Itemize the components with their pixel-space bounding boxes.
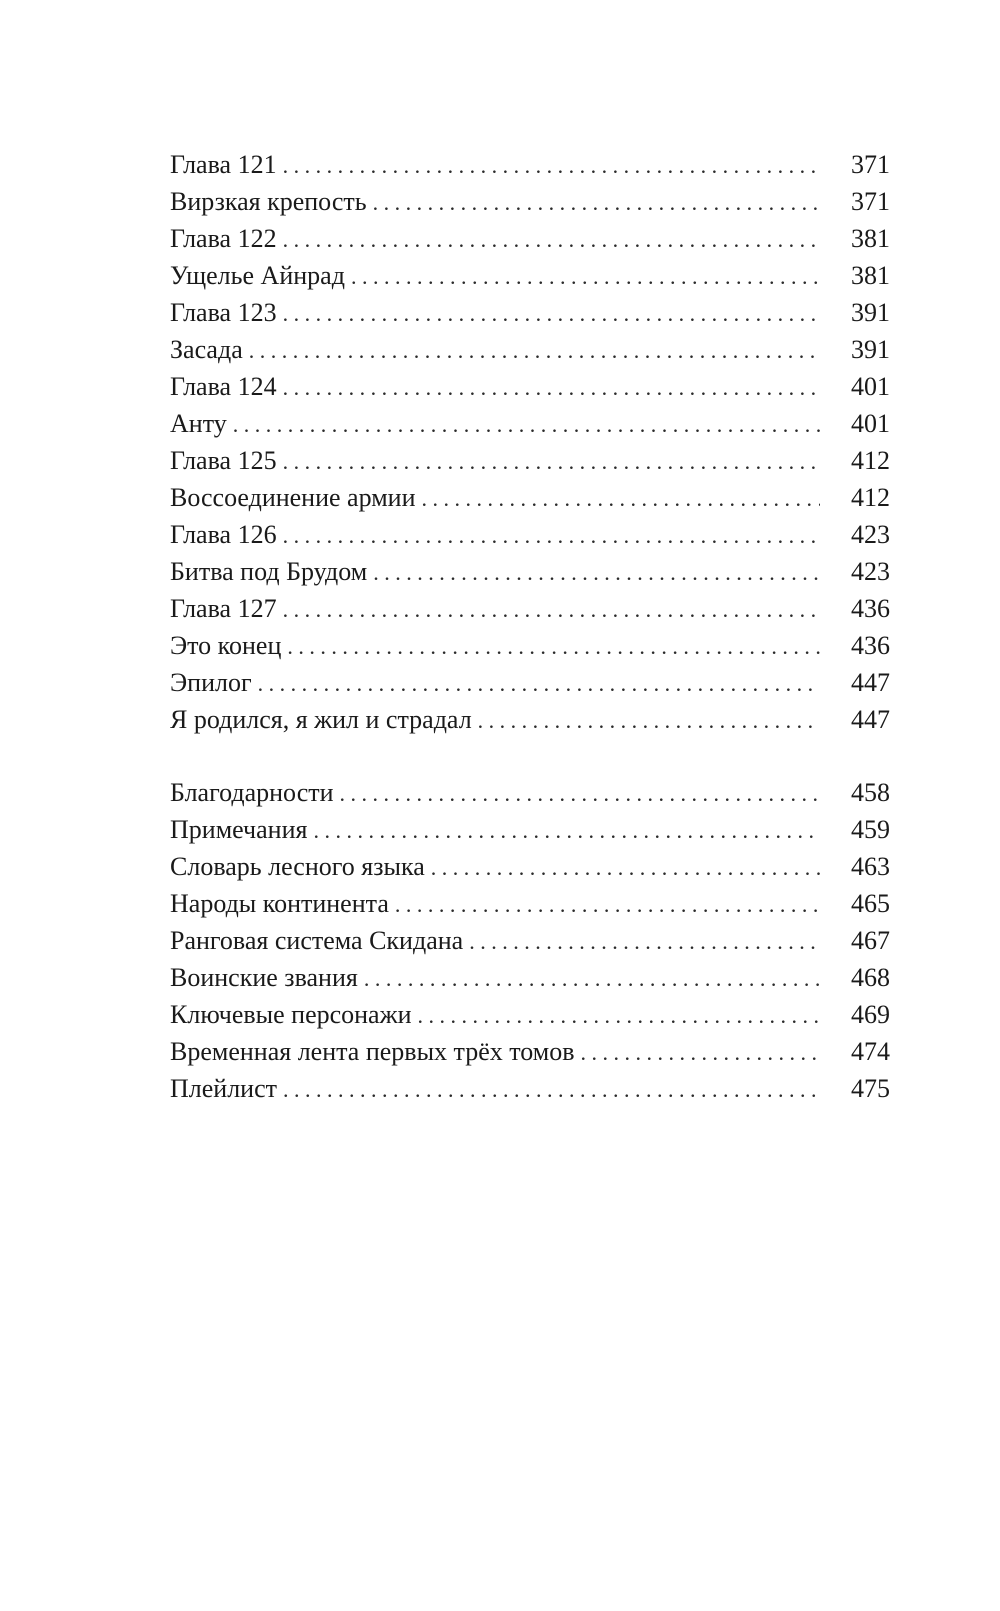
toc-entry[interactable] [170,774,890,811]
toc-entry[interactable] [170,590,890,627]
toc-entry[interactable] [170,294,890,331]
toc-entry-page: 447 [851,705,890,734]
toc-entry[interactable] [170,811,890,848]
toc-entry[interactable] [170,627,890,664]
toc-chapters-list [170,146,890,738]
toc-dot-leader [417,997,820,1034]
toc-entry-page: 391 [851,298,890,327]
toc-dot-leader [364,960,820,997]
toc-entry-page: 447 [851,668,890,697]
toc-entry[interactable] [170,664,890,701]
toc-dot-leader [283,591,820,628]
toc-entry-page: 465 [851,889,890,918]
toc-entry[interactable] [170,922,890,959]
toc-dot-leader [373,184,820,221]
toc-dot-leader [258,665,820,702]
toc-entry-title: Глава 124 [170,372,277,401]
toc-entry[interactable] [170,996,890,1033]
toc-entry-page: 381 [851,261,890,290]
toc-dot-leader [283,295,820,332]
toc-entry-page: 458 [851,778,890,807]
toc-entry-page: 371 [851,187,890,216]
toc-entry[interactable] [170,331,890,368]
toc-entry[interactable] [170,1070,890,1107]
toc-entry[interactable] [170,405,890,442]
toc-dot-leader [373,554,820,591]
toc-entry-title: Засада [170,335,243,364]
toc-entry-page: 412 [851,446,890,475]
toc-entry[interactable] [170,368,890,405]
toc-dot-leader [283,1071,820,1108]
toc-entry-title: Словарь лесного языка [170,852,425,881]
toc-dot-leader [431,849,820,886]
toc-dot-leader [313,812,820,849]
toc-dot-leader [283,443,820,480]
toc-entry-page: 412 [851,483,890,512]
toc-entry-title: Глава 127 [170,594,277,623]
toc-entry-page: 436 [851,594,890,623]
toc-entry-page: 436 [851,631,890,660]
toc-dot-leader [283,147,820,184]
toc-appendix-list [170,774,890,1107]
toc-entry-page: 467 [851,926,890,955]
toc-entry-title: Глава 122 [170,224,277,253]
toc-entry-title: Глава 123 [170,298,277,327]
toc-entry-title: Глава 121 [170,150,277,179]
toc-entry-title: Глава 125 [170,446,277,475]
toc-dot-leader [395,886,820,923]
toc-entry[interactable] [170,257,890,294]
toc-dot-leader [283,517,820,554]
toc-entry[interactable] [170,701,890,738]
toc-entry-title: Ключевые персонажи [170,1000,412,1029]
toc-entry-page: 401 [851,372,890,401]
toc-dot-leader [581,1034,820,1071]
toc-entry-title: Временная лента первых трёх томов [170,1037,575,1066]
toc-entry[interactable] [170,146,890,183]
toc-entry-title: Воссоединение армии [170,483,416,512]
toc-dot-leader [351,258,820,295]
toc-entry[interactable] [170,1033,890,1070]
toc-entry-page: 371 [851,150,890,179]
toc-entry[interactable] [170,885,890,922]
toc-entry-title: Ущелье Айнрад [170,261,345,290]
toc-entry-page: 381 [851,224,890,253]
toc-entry-page: 469 [851,1000,890,1029]
toc-dot-leader [249,332,820,369]
toc-entry-page: 474 [851,1037,890,1066]
toc-entry-page: 391 [851,335,890,364]
toc-dot-leader [421,480,820,517]
toc-dot-leader [283,221,820,258]
toc-entry-page: 401 [851,409,890,438]
toc-entry-title: Это конец [170,631,282,660]
toc-entry-title: Битва под Брудом [170,557,368,586]
toc-entry-page: 423 [851,520,890,549]
toc-entry-page: 459 [851,815,890,844]
toc-entry-page: 475 [851,1074,890,1103]
toc-entry[interactable] [170,959,890,996]
toc-entry-title: Примечания [170,815,308,844]
toc-entry[interactable] [170,442,890,479]
toc-entry[interactable] [170,848,890,885]
toc-dot-leader [283,369,820,406]
toc-entry-page: 423 [851,557,890,586]
toc-entry[interactable] [170,516,890,553]
toc-entry-title: Благодарности [170,778,334,807]
toc-entry-title: Ранговая система Скидана [170,926,464,955]
toc-entry-title: Эпилог [170,668,252,697]
toc-dot-leader [469,923,820,960]
toc-entry-title: Я родился, я жил и страдал [170,705,472,734]
toc-entry[interactable] [170,183,890,220]
toc-entry[interactable] [170,553,890,590]
toc-entry-title: Плейлист [170,1074,277,1103]
toc-dot-leader [340,775,820,812]
toc-entry-page: 463 [851,852,890,881]
toc-entry-title: Глава 126 [170,520,277,549]
toc-dot-leader [233,406,820,443]
table-of-contents [170,146,890,1107]
toc-section-gap [170,738,890,774]
toc-entry-title: Народы континента [170,889,389,918]
toc-entry-title: Воинские звания [170,963,358,992]
toc-entry-title: Анту [170,409,227,438]
toc-entry[interactable] [170,479,890,516]
toc-entry[interactable] [170,220,890,257]
toc-entry-page: 468 [851,963,890,992]
toc-dot-leader [478,702,820,739]
toc-entry-title: Вирзкая крепость [170,187,367,216]
toc-dot-leader [287,628,820,665]
